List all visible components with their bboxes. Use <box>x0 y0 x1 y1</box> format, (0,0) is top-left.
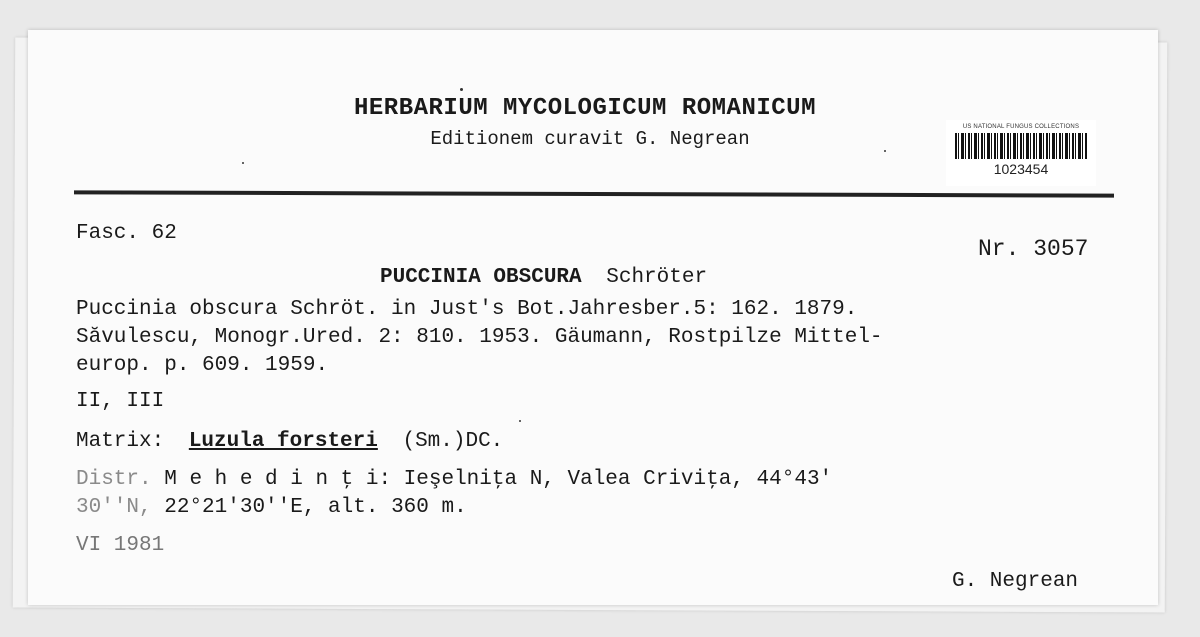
paper-speck <box>460 88 463 91</box>
editor-line: Editionem curavit G. Negrean <box>430 128 750 150</box>
matrix-label: Matrix: <box>76 430 165 453</box>
host-name: Luzula forsteri <box>188 430 378 453</box>
species-name: PUCCINIA OBSCURA <box>380 266 582 289</box>
distribution-text-1: M e h e d i n ţ i: Ieşelniţa N, Valea Criviţa, 44°43' <box>164 468 833 491</box>
barcode-number: 1023454 <box>993 161 1049 177</box>
distribution-text-2: 22°21'30''E, alt. 360 m. <box>164 496 467 519</box>
specimen-number: Nr. 3057 <box>978 236 1089 262</box>
collector-name: G. Negrean <box>952 570 1079 593</box>
host-author: (Sm.)DC. <box>402 430 504 453</box>
barcode-caption: US NATIONAL FUNGUS COLLECTIONS <box>962 124 1080 130</box>
distribution-prefix: Distr. <box>76 468 152 491</box>
fascicle-number: Fasc. 62 <box>76 222 177 245</box>
paper-speck <box>519 420 521 422</box>
distribution-line-2 <box>76 496 467 519</box>
matrix-line <box>76 430 503 453</box>
species-heading <box>380 266 707 289</box>
species-author: Schröter <box>606 266 708 289</box>
bibliography-line-1: Puccinia obscura Schröt. in Just's Bot.Jahresber.5: 162. 1879. <box>76 298 858 321</box>
bibliography-line-2: Săvulescu, Monogr.Ured. 2: 810. 1953. Gäumann, Rostpilze Mittel- <box>76 326 883 349</box>
latitude-fragment: 30''N, <box>76 496 152 519</box>
distribution-line-1 <box>76 468 832 491</box>
collection-date: VI 1981 <box>76 534 165 557</box>
spore-stages: II, III <box>76 390 165 413</box>
barcode-sticker <box>946 120 1096 186</box>
paper-speck <box>884 150 886 152</box>
paper-speck <box>242 162 244 164</box>
bibliography-line-3: europ. p. 609. 1959. <box>76 354 329 377</box>
barcode-icon <box>955 133 1087 159</box>
herbarium-title: HERBARIUM MYCOLOGICUM ROMANICUM <box>354 95 816 122</box>
